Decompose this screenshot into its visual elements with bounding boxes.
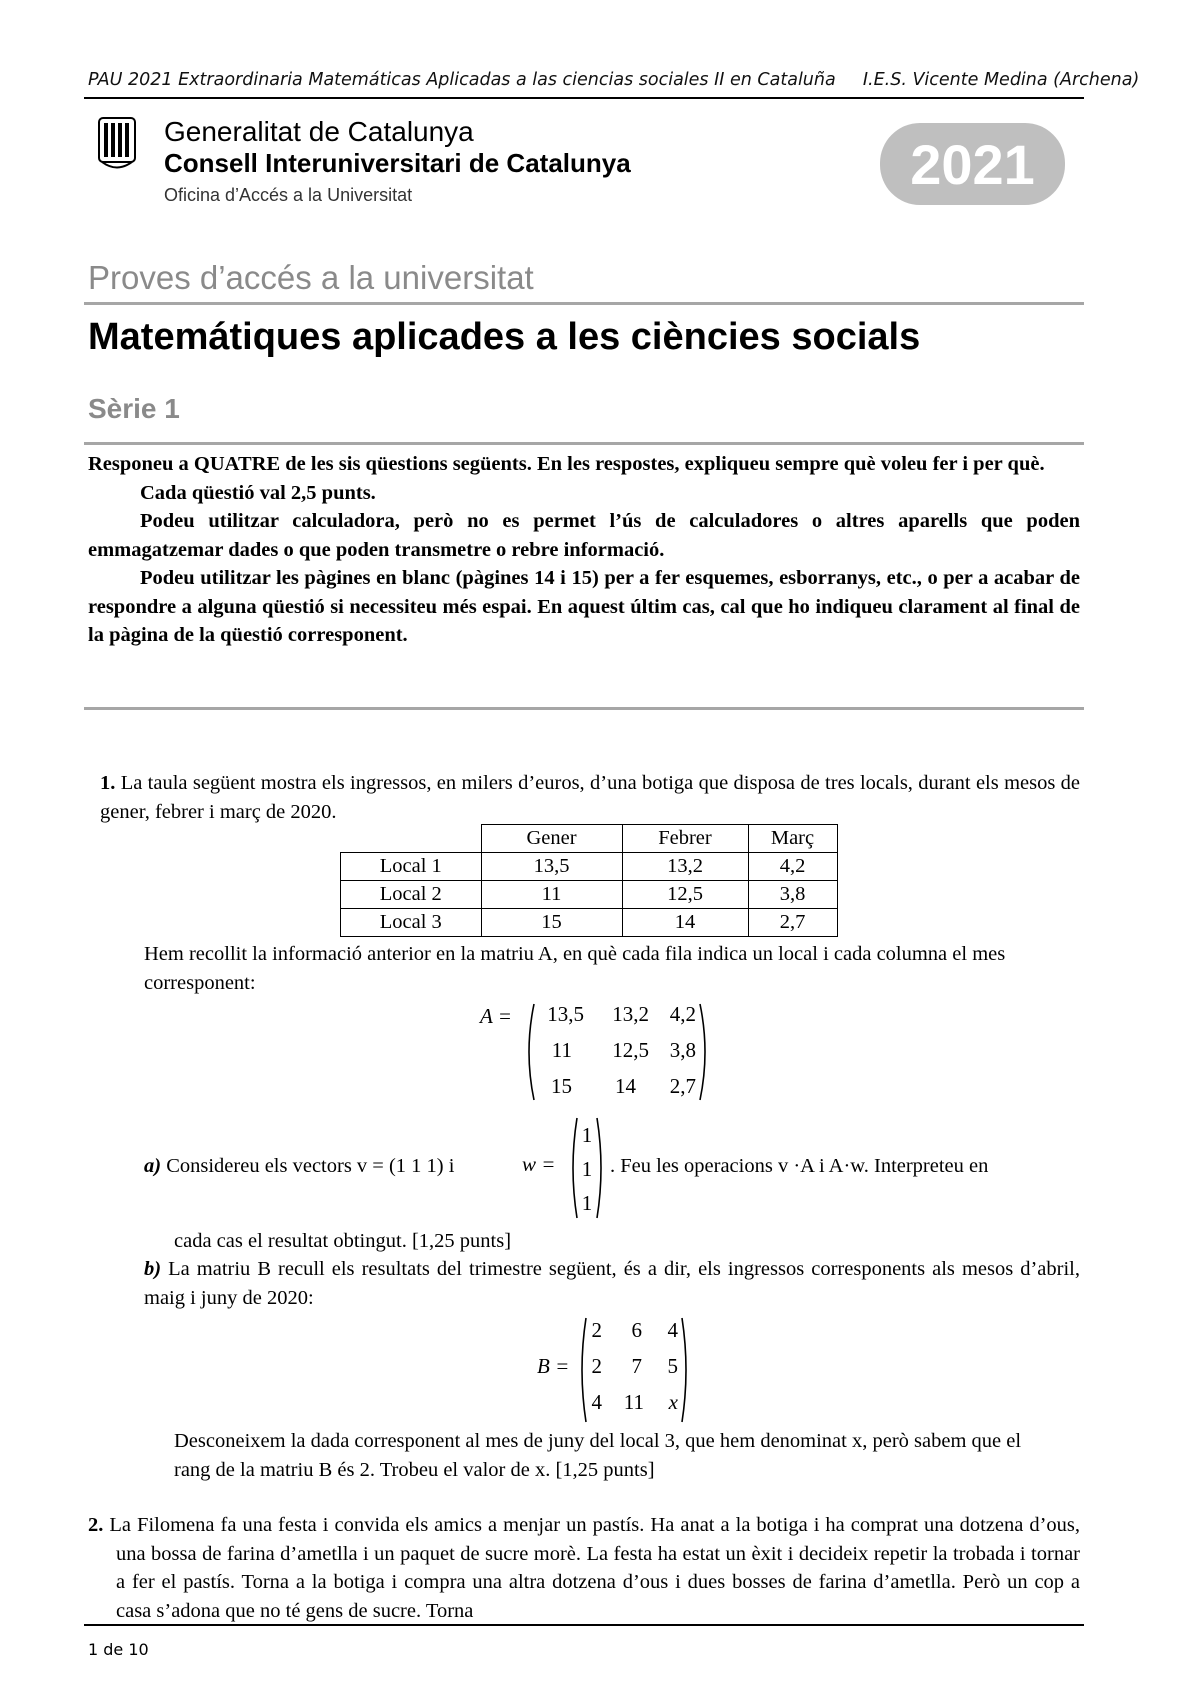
exam-kicker: Proves d’accés a la universitat [88, 259, 534, 296]
matrix-b-cell: 4 [591, 1390, 602, 1414]
q2-text [88, 1511, 1080, 1625]
table-cell: 2,7 [748, 909, 837, 937]
logo-line-2: Consell Interuniversitari de Catalunya [164, 148, 631, 178]
year-badge: 2021 [880, 123, 1065, 205]
matrix-b [576, 1318, 692, 1426]
q1-matrix-text: Hem recollit la informació anterior en la matriu A, en què cada fila indica un local i cada columna el mes corresponent: [144, 943, 1006, 994]
matrix-a-cell: 12,5 [612, 1038, 649, 1062]
matrix-a-cell: 15 [551, 1074, 572, 1098]
logo-line-3: Oficina d’Accés a la Universitat [164, 185, 413, 205]
table-header: Febrer [622, 825, 748, 853]
q2-text-body: La Filomena fa una festa i convida els amics a menjar un pastís. Ha anat a la botiga i ha comprat una dotzena d’ous, una bossa de farina d’ametlla i un paquet de sucre morè. La festa ha estat un èxit i decideix repetir la trobada i tornar a fer el pastís. Torna a la botiga i compra una altra dotzena d’ous i dues bosses de farina d’ametlla. Però un cop a casa s’adona que no té gens de sucre. Torna [109, 1514, 1081, 1622]
matrix-a-cell: 2,7 [669, 1074, 696, 1098]
table-cell: 13,5 [481, 853, 622, 881]
matrix-a-cell: 4,2 [669, 1002, 696, 1026]
vector-w-label: w = [522, 1152, 556, 1176]
title-rule [84, 302, 1084, 305]
vector-w-cell: 1 [581, 1191, 593, 1215]
matrix-a-cell: 14 [615, 1074, 636, 1098]
header-rule [84, 97, 1084, 99]
q1a-line [144, 1152, 454, 1181]
table-row-label: Local 3 [341, 909, 482, 937]
running-header-left: PAU 2021 Extraordinaria Matemáticas Aplicadas a las ciencias sociales II en Cataluña [88, 70, 836, 90]
matrix-b-cell: 7 [631, 1354, 642, 1378]
vector-w [567, 1118, 607, 1218]
matrix-a-cell: 11 [551, 1038, 572, 1062]
table-cell: 3,8 [748, 881, 837, 909]
matrix-b-cell: x [668, 1390, 678, 1414]
q1-number: 1. [100, 772, 116, 794]
matrix-b-cell: 2 [591, 1354, 602, 1378]
instruction-1: Responeu a QUATRE de les sis qüestions següents. En les respostes, expliqueu sempre què voleu fer i per què. [88, 453, 1045, 475]
matrix-a-cell: 3,8 [669, 1038, 696, 1062]
instruction-2: Cada qüestió val 2,5 punts. [140, 481, 376, 504]
q1b-text-body: La matriu B recull els resultats del trimestre següent, és a dir, els ingressos corresponents als mesos d’abril, maig i juny de 2020: [144, 1258, 1081, 1309]
matrix-b-cell: 4 [667, 1318, 678, 1342]
q1b-label: b) [144, 1258, 162, 1280]
matrix-a [522, 1002, 712, 1102]
table-cell: 14 [622, 909, 748, 937]
matrix-a-cell: 13,2 [612, 1002, 649, 1026]
running-header [88, 70, 1140, 90]
table-cell: 11 [481, 881, 622, 909]
matrix-b-cell: 11 [623, 1390, 644, 1414]
footer-rule [84, 1624, 1084, 1626]
table-cell: 13,2 [622, 853, 748, 881]
q1-intro [100, 769, 1080, 826]
instructions-rule [84, 707, 1084, 710]
table-row [341, 853, 838, 881]
instruction-4: Podeu utilitzar les pàgines en blanc (pàgines 14 i 15) per a fer esquemes, esborranys, etc., o per a acabar de respondre a alguna qüestió si necessiteu més espai. En aquest últim cas, cal que ho indiqueu clarament al final de la pàgina de la qüestió corresponent. [88, 567, 1080, 646]
table-row-label: Local 2 [341, 881, 482, 909]
catalonia-seal-icon [98, 117, 136, 173]
income-table [340, 824, 838, 937]
matrix-a-cell: 13,5 [547, 1002, 584, 1026]
table-cell: 4,2 [748, 853, 837, 881]
table-header-row [341, 825, 838, 853]
vector-w-cell: 1 [581, 1157, 593, 1181]
table-header: Març [748, 825, 837, 853]
table-cell: 12,5 [622, 881, 748, 909]
matrix-a-label: A = [480, 1004, 512, 1028]
running-header-right: I.E.S. Vicente Medina (Archena) [862, 70, 1140, 90]
q1b-text [144, 1255, 1080, 1312]
matrix-b-cell: 6 [631, 1318, 642, 1342]
matrix-b-cell: 5 [667, 1354, 678, 1378]
table-cell: 15 [481, 909, 622, 937]
q1b-text2: Desconeixem la dada corresponent al mes de juny del local 3, que hem denominat x, però sabem que el rang de la matriu B és 2. Trobeu el valor de x. [1,25 punts] [174, 1430, 1022, 1481]
table-row [341, 909, 838, 937]
instruction-3: Podeu utilitzar calculadora, però no es permet l’ús de calculadores o altres aparells que poden emmagatzemar dades o que poden transmetre o rebre informació. [88, 510, 1080, 561]
q1a-text-start: Considereu els vectors v = (1 1 1) i [166, 1155, 455, 1177]
exam-subject: Matemátiques aplicades a les ciències socials [88, 316, 921, 358]
q1a-text-end: . Feu les operacions v ·A i A·w. Interpreteu en [610, 1155, 989, 1177]
exam-series: Sèrie 1 [88, 393, 180, 424]
q2-number: 2. [88, 1514, 104, 1536]
q1-intro-text: La taula següent mostra els ingressos, en milers d’euros, d’una botiga que disposa de tres locals, durant els mesos de gener, febrer i març de 2020. [100, 772, 1081, 823]
table-row [341, 881, 838, 909]
q1a-label: a) [144, 1155, 162, 1177]
matrix-b-label: B = [537, 1354, 570, 1378]
table-header: Gener [481, 825, 622, 853]
logo-line-1: Generalitat de Catalunya [164, 116, 474, 147]
vector-w-cell: 1 [581, 1123, 593, 1147]
matrix-b-cell: 2 [591, 1318, 602, 1342]
page-number: 1 de 10 [88, 1640, 149, 1659]
series-rule [84, 442, 1084, 445]
q1a-text-cont: cada cas el resultat obtingut. [1,25 punts] [174, 1230, 512, 1252]
table-row-label: Local 1 [341, 853, 482, 881]
instructions [88, 450, 1080, 650]
